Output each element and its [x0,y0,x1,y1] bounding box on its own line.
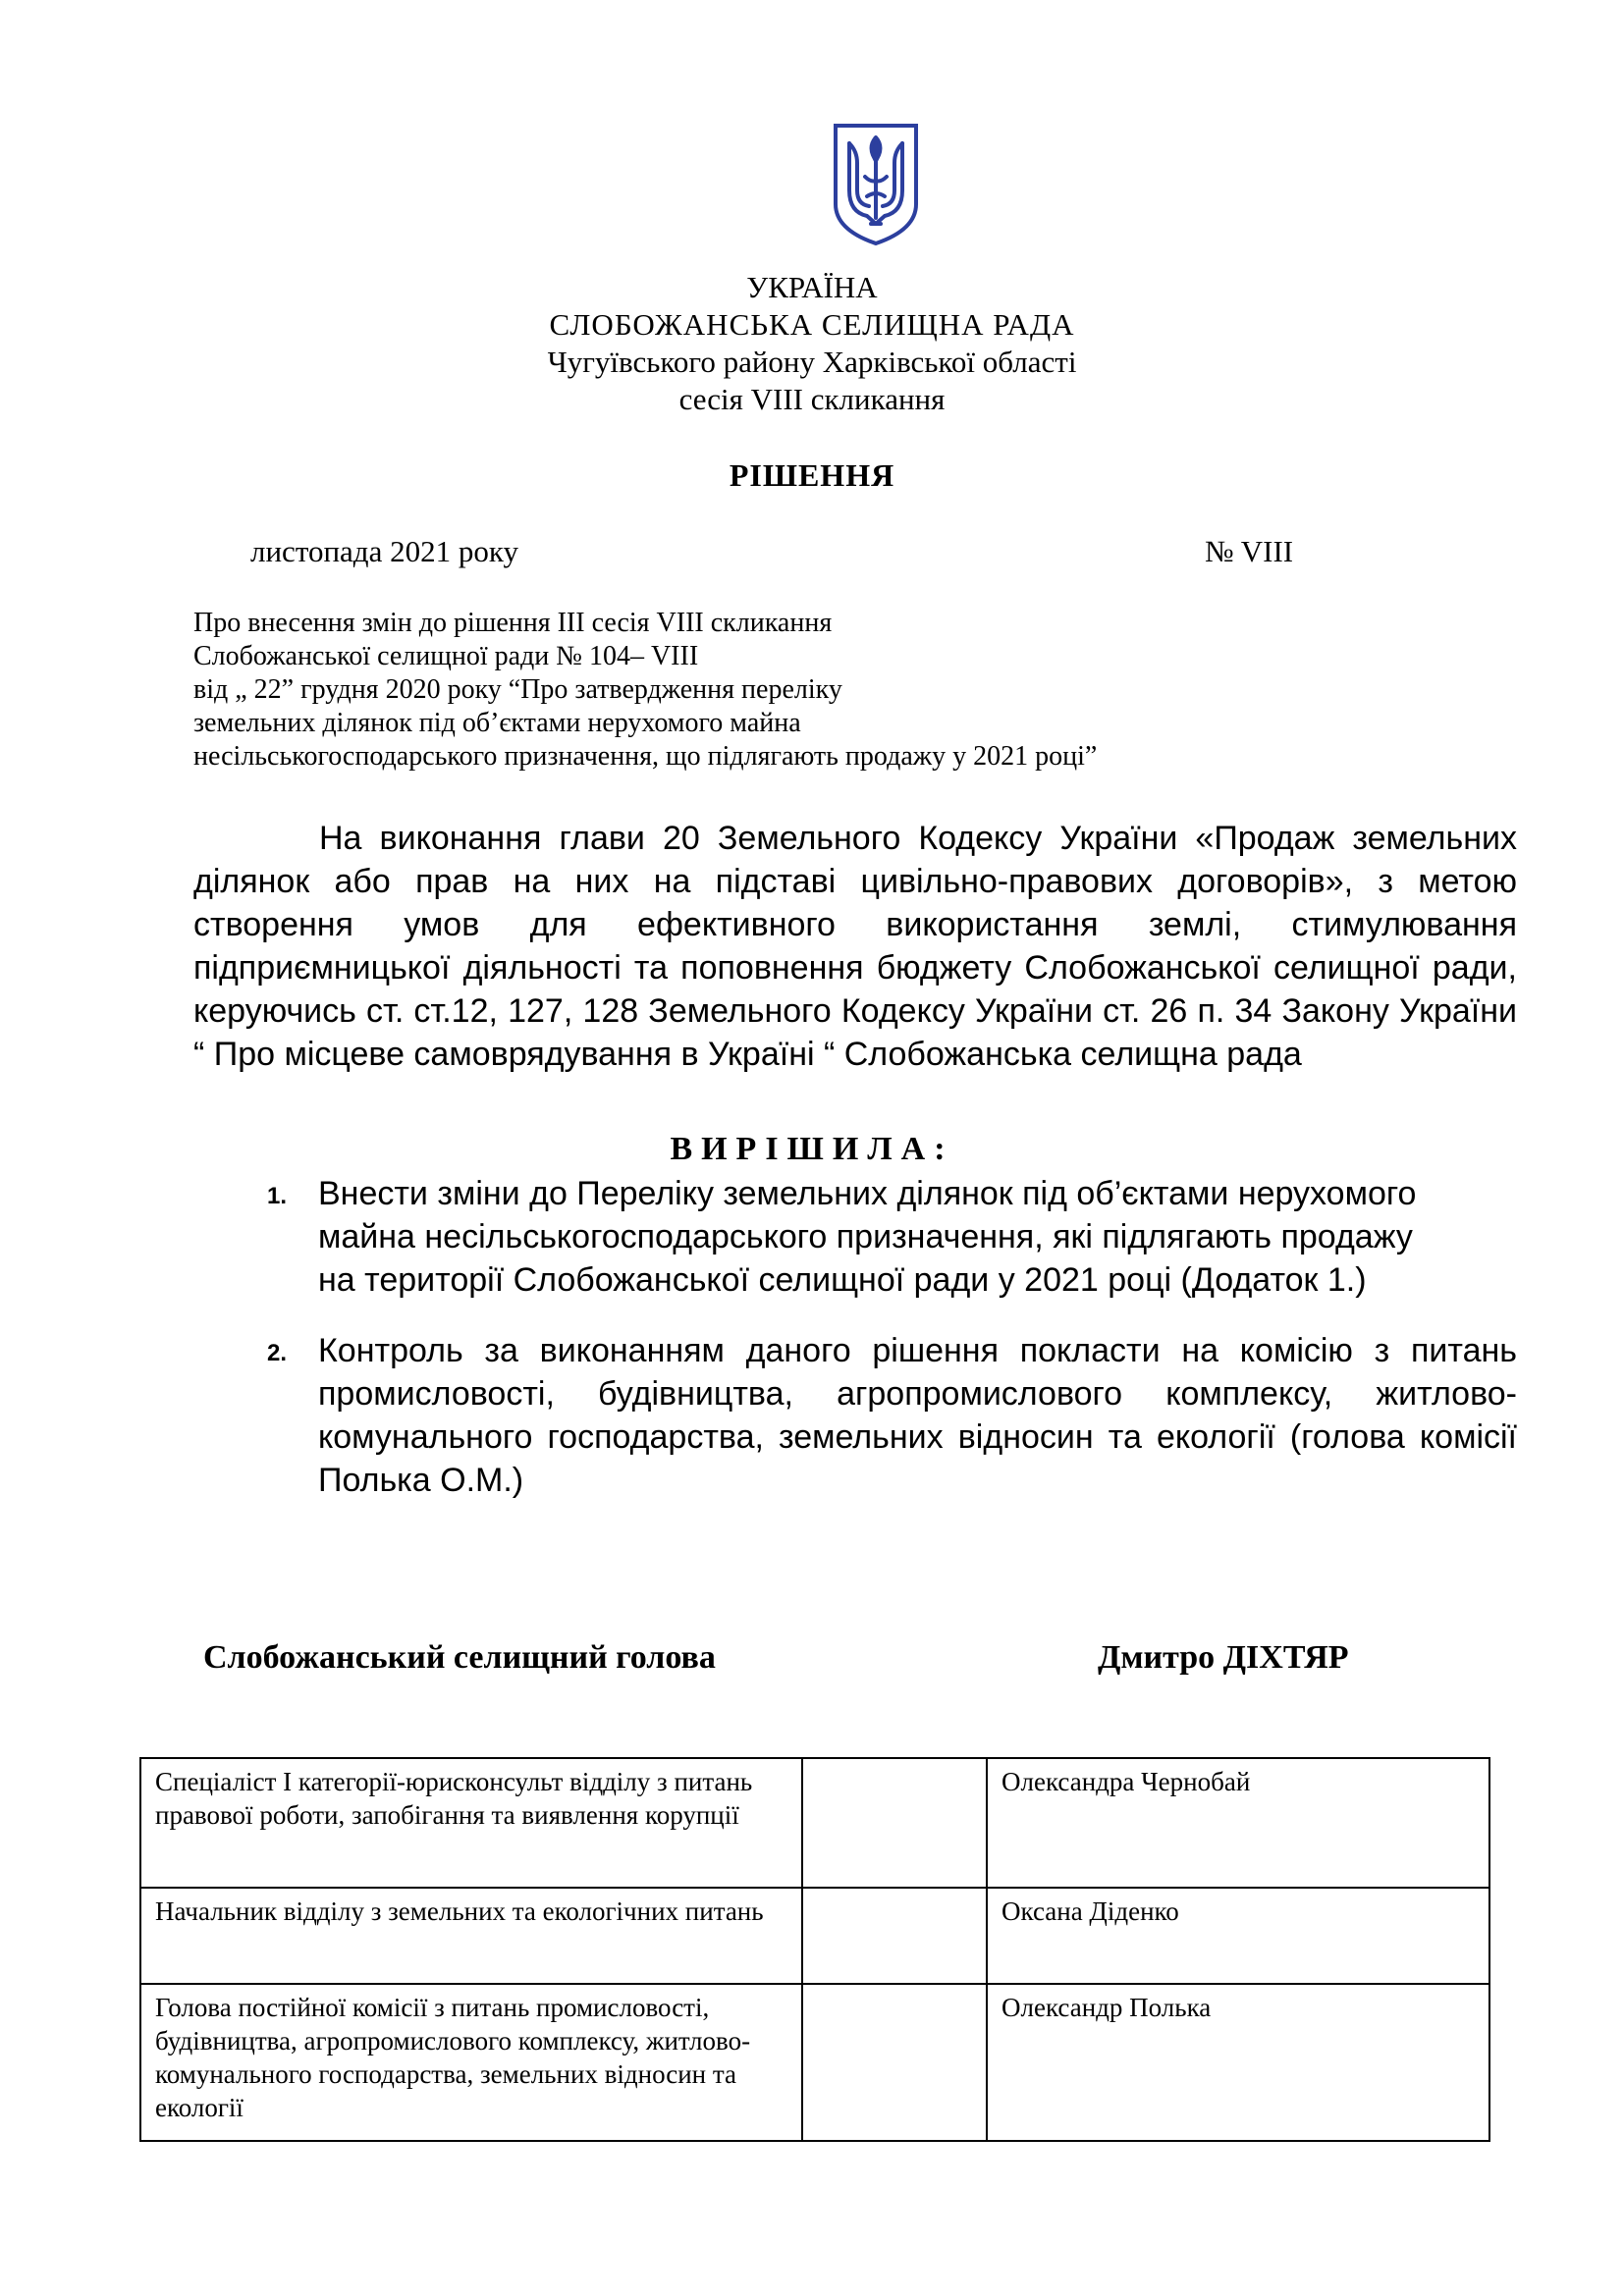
header-country: УКРАЇНА [746,270,878,304]
approval-name: Олександра Чернобай [987,1758,1489,1888]
decision-heading: ВИРІШИЛА: [670,1131,954,1167]
signature-name: Дмитро ДІХТЯР [1098,1639,1349,1676]
approval-signature [802,1984,987,2141]
preamble-text: На виконання глави 20 Земельного Кодексу України «Продаж земельних ділянок або прав на них на підставі цивільно-правових договорів», з метою створення умов для ефективного використання землі, стимулювання підприємницької діяльності та поповнення бюджету Слобожанської селищної ради, керуючись ст. ст.12, 127, 128 Земельного Кодексу України ст. 26 п. 34 Закону України “ Про місцеве самоврядування в Україні “ Слобожанська селищна рада [193,820,1517,1073]
approval-position: Начальник відділу з земельних та екологічних питань [140,1888,802,1984]
subject-line: Слобожанської селищної ради № 104– VIII [193,641,699,671]
table-row [140,1758,1489,1888]
header-session: сесія VIII скликання [678,382,946,416]
approvals-table [139,1757,1490,2142]
document-number: № VIII [1205,534,1294,568]
document-date: листопада 2021 року [250,534,518,568]
decision-item-1 [318,1172,1516,1302]
approval-name: Олександр Полька [987,1984,1489,2141]
item-number: 2. [267,1340,288,1366]
decision-item-2: Контроль за виконанням даного рішення покласти на комісію з питань промисловості, будівництва, агропромислового комплексу, житлово-комунального господарства, земельних відносин та екології (голова комісії Полька О.М.) [318,1332,1517,1499]
item-line: майна несільськогосподарського призначення, які підлягають продажу [318,1218,1413,1255]
subject-line: від „ 22” грудня 2020 року “Про затвердження переліку [193,674,842,705]
item-line: Внести зміни до Переліку земельних ділянок під об’єктами нерухомого [318,1175,1417,1212]
table-row [140,1888,1489,1984]
item-number: 1. [267,1183,288,1209]
header-district: Чугуївського району Харківської області [547,345,1077,379]
table-row [140,1984,1489,2141]
approval-signature [802,1758,987,1888]
preamble-paragraph [193,817,1517,1076]
coat-of-arms-icon [832,122,920,247]
header-council: СЛОБОЖАНСЬКА СЕЛИЩНА РАДА [549,307,1075,342]
subject-line: несільськогосподарського призначення, що підлягають продажу у 2021 році” [193,741,1098,772]
subject-line: земельних ділянок під об’єктами нерухомого майна [193,708,801,738]
approval-signature [802,1888,987,1984]
approval-position: Голова постійної комісії з питань промисловості, будівництва, агропромислового комплексу, житлово-комунального господарства, земельних відносин та екології [140,1984,802,2141]
approval-name: Оксана Діденко [987,1888,1489,1984]
signature-position: Слобожанський селищний голова [203,1639,716,1676]
approval-position: Спеціаліст І категорії-юрисконсульт відділу з питань правової роботи, запобігання та виявлення корупції [140,1758,802,1888]
subject-line: Про внесення змін до рішення ІІІ сесія VIII скликання [193,608,833,638]
document-title: РІШЕННЯ [729,457,895,493]
subject-block [193,607,1273,774]
item-line: на території Слобожанської селищної ради у 2021 році (Додаток 1.) [318,1261,1367,1299]
